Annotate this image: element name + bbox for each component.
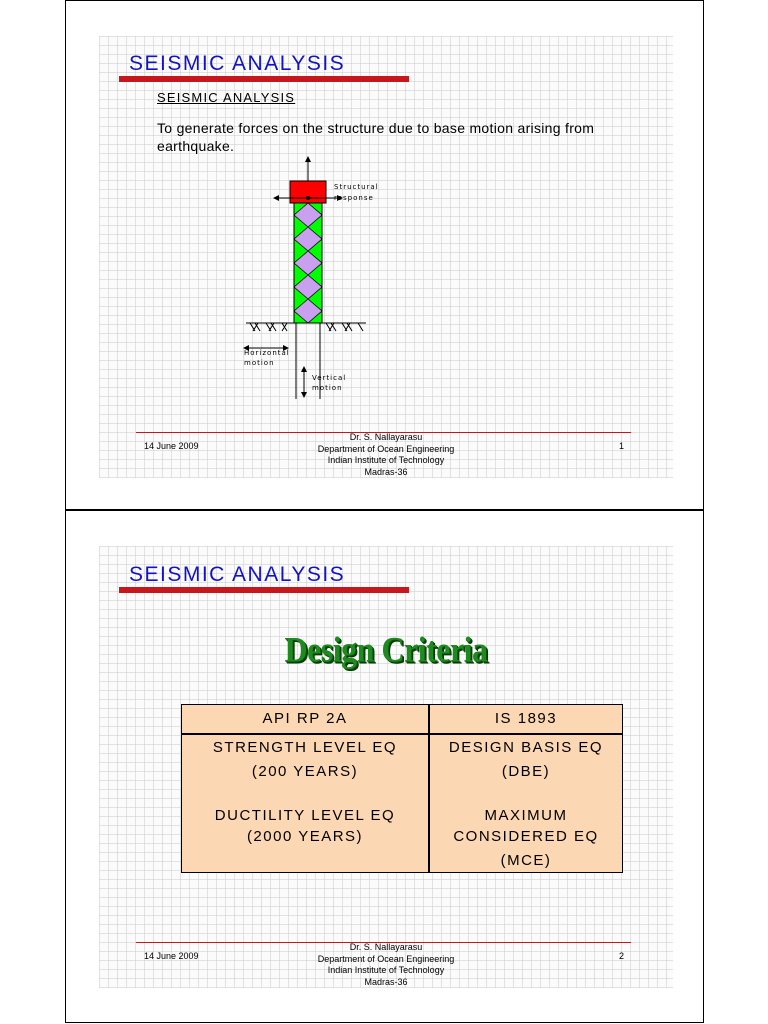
api-strength-years: (200 YEARS) bbox=[251, 763, 359, 780]
is-design-basis: DESIGN BASIS EQ bbox=[448, 739, 604, 756]
is-dbe: (DBE) bbox=[501, 763, 551, 780]
is-mce: (MCE) bbox=[500, 852, 552, 869]
title-accent-bar bbox=[119, 76, 409, 82]
footer-credits bbox=[266, 432, 506, 478]
page-number: 2 bbox=[619, 951, 625, 961]
body-text: To generate forces on the structure due to base motion arising from earthquake. bbox=[157, 120, 595, 154]
footer-city: Madras-36 bbox=[364, 466, 408, 477]
footer-date: 14 June 2009 bbox=[144, 441, 199, 451]
footer-credits bbox=[266, 942, 506, 988]
api-ductility-years: (2000 YEARS) bbox=[246, 828, 364, 845]
slide-title: SEISMIC ANALYSIS bbox=[129, 52, 346, 75]
footer-institute: Indian Institute of Technology bbox=[327, 965, 445, 975]
footer-institute: Indian Institute of Technology bbox=[327, 455, 445, 465]
page-number: 1 bbox=[619, 441, 625, 451]
label-vertical: Vertical bbox=[312, 374, 347, 382]
header-api: API RP 2A bbox=[262, 710, 348, 727]
footer-department: Department of Ocean Engineering bbox=[317, 443, 455, 454]
offshore-structure-diagram bbox=[236, 151, 436, 401]
footer-author: Dr. S. Nallayarasu bbox=[349, 942, 423, 952]
label-response: response bbox=[334, 194, 374, 202]
footer-date: 14 June 2009 bbox=[144, 951, 199, 961]
api-strength-level: STRENGTH LEVEL EQ bbox=[212, 739, 398, 756]
label-horizontal-motion: motion bbox=[244, 359, 275, 367]
is-maximum: MAXIMUM bbox=[484, 807, 568, 824]
slide-page-2 bbox=[65, 510, 704, 1023]
api-ductility-level: DUCTILITY LEVEL EQ bbox=[214, 807, 396, 824]
title-accent-bar bbox=[119, 587, 409, 593]
label-horizontal: Horizontal bbox=[244, 349, 290, 357]
footer-author: Dr. S. Nallayarasu bbox=[349, 432, 423, 442]
header-is: IS 1893 bbox=[494, 710, 558, 727]
footer-city: Madras-36 bbox=[364, 976, 408, 987]
slide-page-1 bbox=[65, 0, 704, 510]
seabed-ground bbox=[246, 323, 366, 331]
design-criteria-table bbox=[181, 704, 623, 873]
label-vertical-motion: motion bbox=[312, 384, 343, 392]
label-structural: Structural bbox=[334, 183, 379, 191]
slide-title: SEISMIC ANALYSIS bbox=[129, 563, 346, 586]
footer-department: Department of Ocean Engineering bbox=[317, 953, 455, 964]
is-considered: CONSIDERED EQ bbox=[453, 828, 599, 845]
design-criteria-heading: Design Criteria bbox=[284, 628, 488, 670]
slide-subtitle: SEISMIC ANALYSIS bbox=[157, 90, 296, 105]
